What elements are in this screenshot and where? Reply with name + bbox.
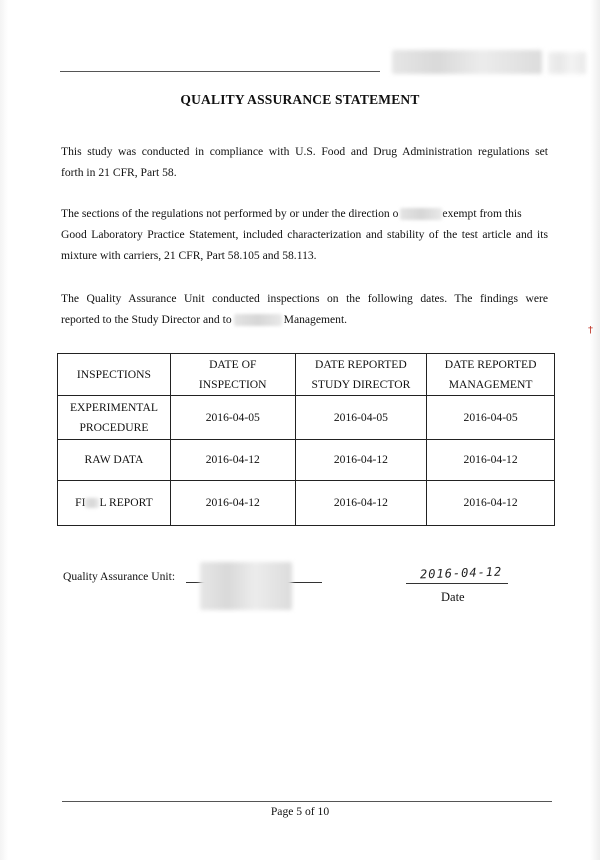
paragraph-text: exempt from this bbox=[442, 207, 522, 220]
cell-text: PROCEDURE bbox=[79, 420, 149, 434]
table-cell: 2016-04-12 bbox=[295, 481, 427, 526]
table-cell: 2016-04-05 bbox=[427, 396, 555, 440]
paragraph-line: Good Laboratory Practice Statement, included characterization and stability of the test article and its bbox=[61, 228, 548, 241]
table-cell: 2016-04-12 bbox=[170, 440, 295, 481]
cell-text: L REPORT bbox=[99, 496, 153, 509]
paragraph-compliance bbox=[61, 141, 548, 183]
inspection-table bbox=[57, 353, 555, 526]
margin-mark: † bbox=[588, 325, 593, 336]
cell-text: EXPERIMENTAL bbox=[69, 400, 158, 414]
paragraph-line: forth in 21 CFR, Part 58. bbox=[61, 166, 177, 179]
table-row bbox=[58, 396, 555, 440]
column-header bbox=[295, 354, 427, 396]
header-text: STUDY DIRECTOR bbox=[311, 377, 411, 391]
table-cell: RAW DATA bbox=[58, 440, 171, 481]
table-row bbox=[58, 440, 555, 481]
handwritten-date: 2016-04-12 bbox=[419, 564, 503, 582]
header-redaction bbox=[392, 50, 542, 74]
paragraph-regulations bbox=[61, 203, 548, 266]
page-number: Page 5 of 10 bbox=[270, 805, 330, 818]
table-cell: 2016-04-05 bbox=[170, 396, 295, 440]
footer-rule bbox=[62, 801, 552, 802]
column-header: INSPECTIONS bbox=[58, 354, 171, 396]
qa-signature-redaction bbox=[200, 562, 292, 610]
header-text: INSPECTION bbox=[198, 377, 267, 391]
table-cell: 2016-04-12 bbox=[170, 481, 295, 526]
table-cell: 2016-04-12 bbox=[295, 440, 427, 481]
date-label: Date bbox=[441, 590, 465, 604]
table-cell bbox=[58, 396, 171, 440]
page-title: QUALITY ASSURANCE STATEMENT bbox=[180, 92, 420, 107]
table-row bbox=[58, 481, 555, 526]
table-cell: 2016-04-05 bbox=[295, 396, 427, 440]
qa-unit-label: Quality Assurance Unit: bbox=[63, 570, 176, 583]
header-text: DATE REPORTED bbox=[315, 357, 407, 371]
paragraph-inspections bbox=[61, 288, 548, 330]
table-header-row bbox=[58, 354, 555, 396]
redaction bbox=[400, 208, 442, 220]
paragraph-line: This study was conducted in compliance with U.S. Food and Drug Administration regulations set bbox=[61, 145, 548, 158]
header-text: DATE REPORTED bbox=[444, 357, 537, 371]
paragraph-line: The Quality Assurance Unit conducted inspections on the following dates. The findings were bbox=[61, 292, 548, 305]
header-rule bbox=[60, 71, 380, 72]
table-cell: 2016-04-12 bbox=[427, 481, 555, 526]
table-cell bbox=[58, 481, 171, 526]
cell-text: FI bbox=[75, 496, 86, 509]
paragraph-line bbox=[61, 309, 548, 330]
paragraph-text: The sections of the regulations not performed by or under the direction o bbox=[61, 207, 399, 220]
redaction bbox=[85, 498, 99, 508]
header-text: MANAGEMENT bbox=[448, 377, 533, 391]
header-redaction-2 bbox=[548, 52, 586, 74]
redaction bbox=[234, 314, 282, 326]
column-header bbox=[170, 354, 295, 396]
header-text: DATE OF bbox=[209, 357, 257, 371]
table-cell: 2016-04-12 bbox=[427, 440, 555, 481]
paragraph-line bbox=[61, 203, 548, 224]
paragraph-text: Management. bbox=[283, 313, 348, 326]
paragraph-text: reported to the Study Director and to bbox=[61, 313, 232, 326]
date-line bbox=[406, 583, 508, 584]
paragraph-line: mixture with carriers, 21 CFR, Part 58.105 and 58.113. bbox=[61, 249, 317, 262]
column-header bbox=[427, 354, 555, 396]
